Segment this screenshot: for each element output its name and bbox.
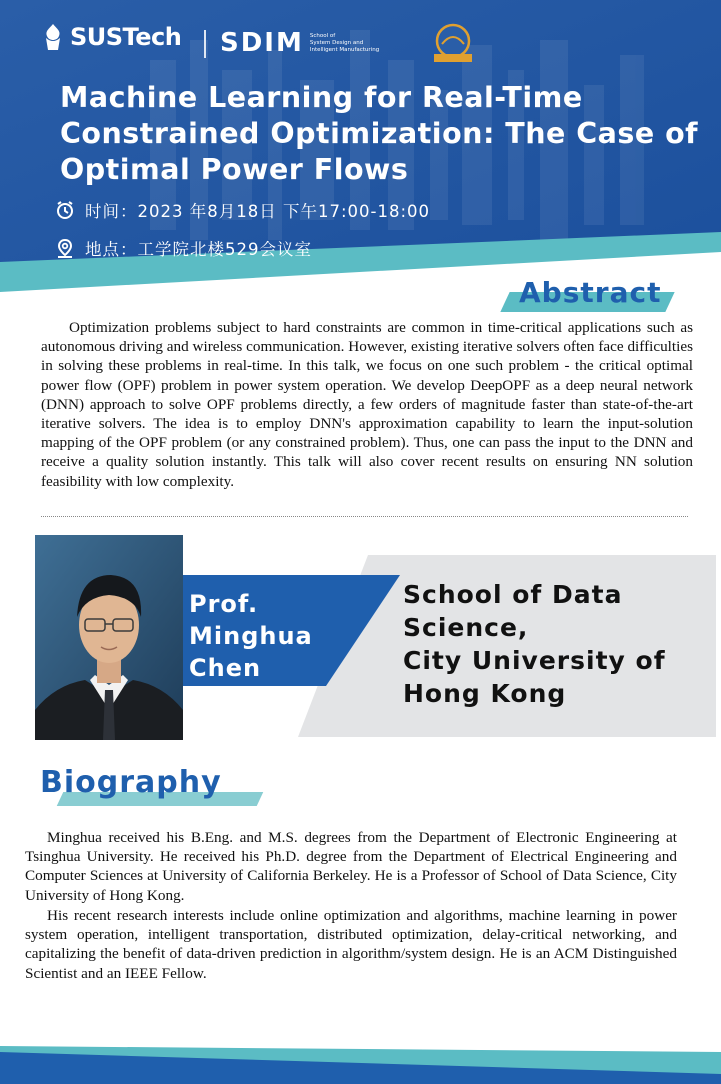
biography-paragraph: Minghua received his B.Eng. and M.S. degrees from the Department of Electronic Engineering at Tsinghua University. He received his Ph.D. degree from the Department of Electrical Engineering and Computer Sciences at University of California Berkeley. He is a Professor of School of Data Science, City University of Hong Kong.: [25, 829, 677, 904]
sdim-caption-line: System Design and: [309, 39, 364, 46]
talk-title: Machine Learning for Real-Time Constrained Optimization: The Case of Optimal Power Flows: [60, 81, 699, 186]
biography-heading-text: Biography: [40, 765, 222, 800]
affiliation-line: School of Data: [403, 580, 623, 609]
biography-paragraph: His recent research interests include online optimization and algorithms, machine learning in power system operation, intelligent transportation, distributed optimization, delay-critical networking, and capitalizing the benefit of data-driven prediction in algorithm/system design. He is an ACM Distinguished Scientist and an IEEE Fellow.: [25, 907, 677, 982]
speaker-name-line: Chen: [189, 654, 262, 682]
biography-heading: [40, 765, 255, 807]
affiliation-line: Hong Kong: [403, 679, 567, 708]
speaker-name-line: Minghua: [189, 622, 313, 650]
speaker-photo: [35, 535, 183, 740]
speaker-title: Prof.: [189, 590, 259, 618]
abstract-text: Optimization problems subject to hard constraints are common in time-critical applications such as autonomous driving and wireless communication. However, existing iterative solvers often face difficulties in solving these problems in real-time. In this talk, we focus on one such problem - the critical optimal power flow (OPF) problem in power system operation. We develop DeepOPF as a deep neural network (DNN) approach to solve OPF problems directly, a few orders of magnitude faster than state-of-the-art iterative solvers. The idea is to employ DNN's approximation capability to learn the input-solution mapping of the OPF problem (or any constrained problem). Thus, one can pass the input to the DNN and receive a quality solution instantly. This talk will also cover recent results on ensuring NN solution feasibility with low complexity.: [41, 319, 693, 490]
affiliation-line: Science,: [403, 613, 529, 642]
place-text: 地点：工学院北楼529会议室: [85, 240, 312, 259]
time-text: 时间：2023 年8月18日 下午17:00-18:00: [85, 202, 431, 221]
abstract-heading-text: Abstract: [519, 276, 662, 309]
affiliation-line: City University of: [403, 646, 666, 675]
sdim-caption-line: School of: [309, 32, 336, 39]
sustech-logo-text: SUSTech: [70, 23, 182, 51]
sdim-logo-mark: SDIM: [220, 28, 304, 58]
speaker-name: [189, 588, 313, 684]
sdim-caption-line: Intelligent Manufacturing: [309, 46, 380, 53]
footer-band: [0, 1030, 721, 1084]
speaker-affiliation: [403, 578, 666, 710]
